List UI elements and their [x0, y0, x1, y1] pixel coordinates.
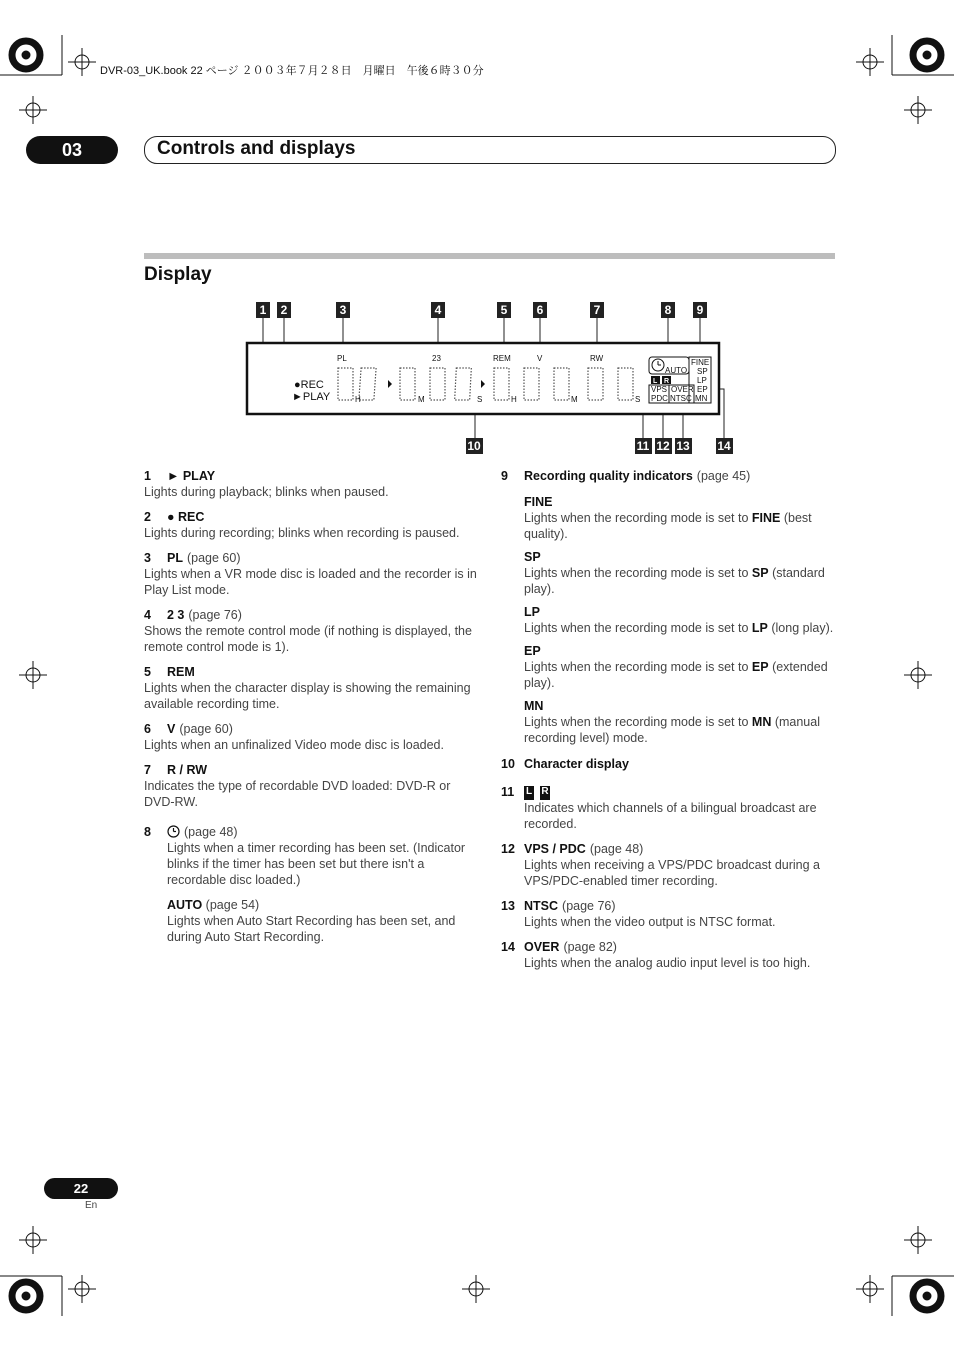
callout-10: 10 — [467, 439, 481, 453]
ep-indicator: EP — [697, 385, 708, 394]
callout-5: 5 — [500, 303, 508, 317]
hours-label: H — [355, 395, 361, 404]
sp-indicator: SP — [697, 367, 708, 376]
item-character-display: 10 Character display — [501, 757, 629, 771]
left-column — [144, 468, 479, 954]
callout-11: 11 — [636, 439, 650, 453]
minutes-label: M — [418, 395, 425, 404]
section-title: Display — [144, 264, 212, 285]
callout-6: 6 — [536, 303, 544, 317]
callout-9: 9 — [696, 303, 704, 317]
rw-indicator: RW — [590, 354, 604, 363]
mode-sp: SP Lights when the recording mode is set to SP (standard play). — [524, 550, 825, 596]
seconds-label: S — [477, 395, 483, 404]
callout-2: 2 — [280, 303, 288, 317]
channel-r-indicator: R — [664, 378, 670, 385]
mn-indicator: MN — [695, 394, 708, 403]
pl-indicator: PL — [337, 354, 347, 363]
page-language: En — [85, 1200, 98, 1211]
rec-indicator: ●REC — [294, 379, 324, 391]
callout-4: 4 — [434, 303, 442, 317]
callout-7: 7 — [593, 303, 601, 317]
remote-mode-indicator: 23 — [432, 354, 441, 363]
lp-indicator: LP — [697, 376, 707, 385]
item-ntsc: 13 NTSC (page 76) Lights when the video output is NTSC format. — [501, 899, 776, 929]
callout-14: 14 — [717, 439, 731, 453]
mode-ep: EP Lights when the recording mode is set to EP (extended play). — [524, 644, 828, 690]
mode-fine: FINE Lights when the recording mode is set to FINE (best quality). — [524, 495, 812, 541]
seconds-label-2: S — [635, 395, 641, 404]
item-timer: 8 (page 48) Lights when a timer recording has been set. (Indicator blinks if the timer has been set but there isn't a recordable disc loaded.) AUTO (page 54) Lights when Auto Start Recording has been set, and during Auto Start Recording. — [144, 825, 466, 944]
rem-indicator: REM — [493, 354, 511, 363]
callout-8: 8 — [664, 303, 672, 317]
right-column — [501, 468, 836, 980]
channel-l-icon: L — [524, 786, 534, 800]
item-quality: 9 Recording quality indicators (page 45) — [501, 469, 751, 483]
callout-13: 13 — [676, 439, 690, 453]
fine-indicator: FINE — [691, 358, 710, 367]
item-pl: 3 PL (page 60) Lights when a VR mode disc is loaded and the recorder is in Play List mode. — [144, 551, 477, 597]
file-info: DVR-03_UK.book 22 ページ ２００３年７月２８日 月曜日 午後６時３０分 — [100, 65, 484, 77]
item-bilingual: 11 L R Indicates which channels of a bilingual broadcast are recorded. — [501, 785, 817, 831]
hours-label-2: H — [511, 395, 517, 404]
chapter-number: 03 — [61, 140, 83, 160]
ntsc-indicator: NTSC — [670, 394, 692, 403]
mode-mn: MN Lights when the recording mode is set to MN (manual recording level) mode. — [524, 699, 820, 745]
timer-clock-icon — [167, 825, 180, 838]
pdc-indicator: PDC — [651, 394, 668, 403]
item-rec: 2 ● REC Lights during recording; blinks when recording is paused. — [144, 510, 460, 540]
channel-r-icon: R — [540, 786, 550, 800]
item-r-rw: 7 R / RW Indicates the type of recordable DVD loaded: DVD-R or DVD-RW. — [144, 763, 451, 809]
display-diagram — [240, 298, 740, 460]
channel-l-indicator: L — [653, 378, 658, 385]
bottom-callouts — [466, 438, 733, 454]
item-v: 6 V (page 60) Lights when an unfinalized Video mode disc is loaded. — [144, 722, 444, 752]
item-remote-mode: 4 2 3 (page 76) Shows the remote control mode (if nothing is displayed, the remote control mode is 1). — [144, 608, 472, 654]
section-divider — [144, 253, 835, 259]
chapter-title: Controls and displays — [157, 138, 356, 159]
play-indicator: ►PLAY — [292, 391, 331, 403]
vps-indicator: VPS — [651, 385, 668, 394]
page-number: 22 — [73, 1181, 89, 1196]
item-vps-pdc: 12 VPS / PDC (page 48) Lights when receiving a VPS/PDC broadcast during a VPS/PDC-enabled timer recording. — [501, 842, 820, 888]
item-over: 14 OVER (page 82) Lights when the analog audio input level is too high. — [501, 940, 811, 970]
item-rem: 5 REM Lights when the character display is showing the remaining available recording time. — [144, 665, 471, 711]
v-indicator: V — [537, 354, 543, 363]
callout-1: 1 — [259, 303, 267, 317]
over-indicator: OVER — [671, 385, 694, 394]
mode-lp: LP Lights when the recording mode is set to LP (long play). — [524, 605, 834, 635]
callout-12: 12 — [656, 439, 670, 453]
auto-indicator: AUTO — [665, 366, 688, 375]
item-play: 1 ► PLAY Lights during playback; blinks when paused. — [144, 469, 389, 499]
callout-3: 3 — [339, 303, 347, 317]
minutes-label-2: M — [571, 395, 578, 404]
top-callouts — [256, 302, 707, 318]
